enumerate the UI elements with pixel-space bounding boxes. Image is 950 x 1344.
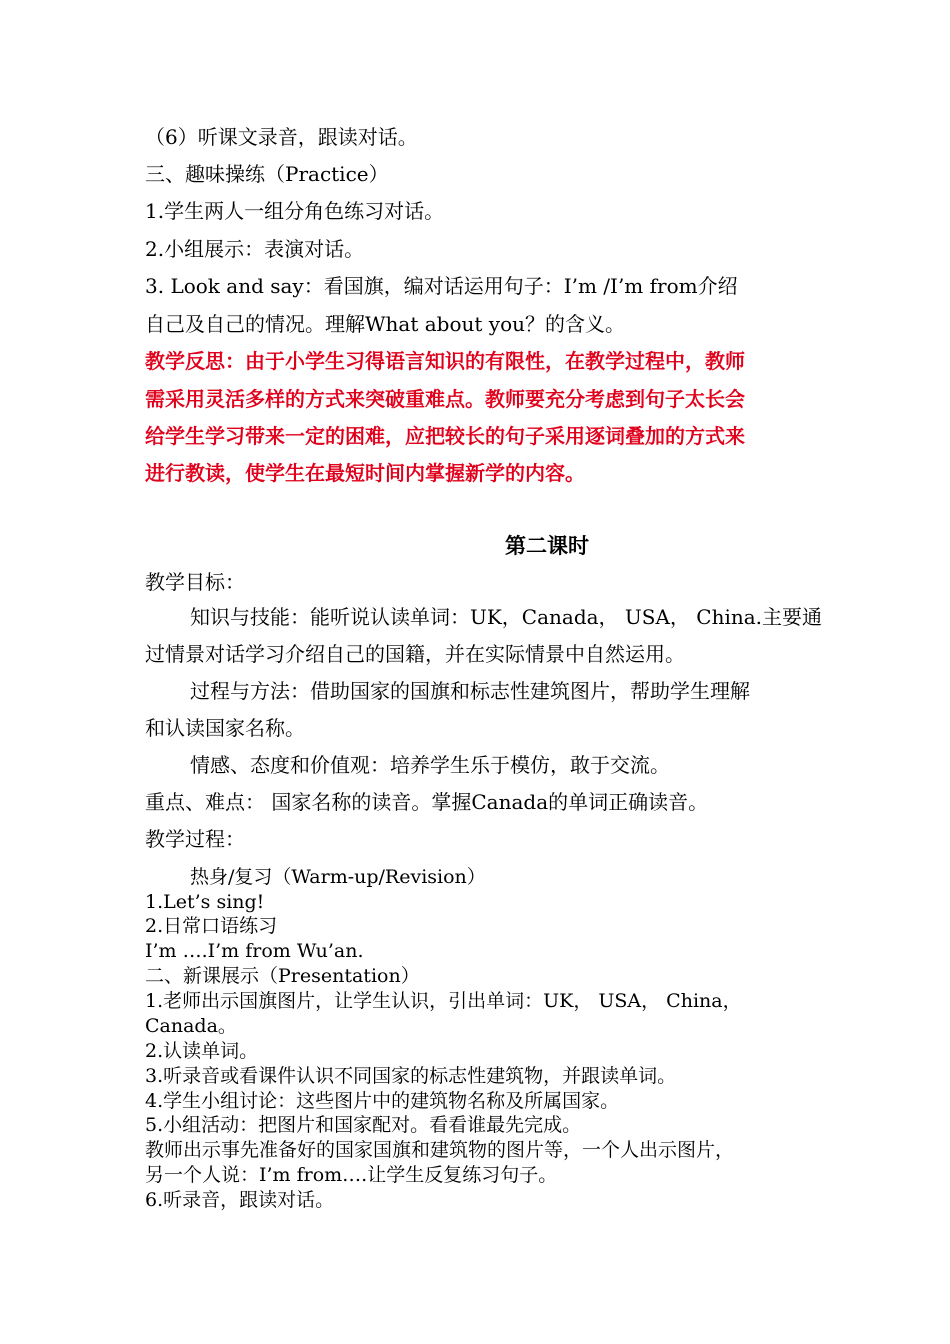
presentation-step-4: 4.学生小组讨论：这些图片中的建筑物名称及所属国家。	[145, 1090, 620, 1112]
para-look-and-say: 3. Look and say：看国旗，编对话运用句子：I’m /I’m from介绍	[145, 274, 738, 298]
presentation-step-3: 3.听录音或看课件认识不同国家的标志性建筑物，并跟读单词。	[145, 1065, 677, 1087]
reflection-line-1: 教学反思：由于小学生习得语言知识的有限性，在教学过程中，教师	[145, 349, 745, 373]
para-look-and-say-cont: 自己及自己的情况。理解What about you？的含义。	[145, 312, 626, 336]
warmup-heading: 热身/复习（Warm-up/Revision）	[190, 866, 486, 888]
warmup-sing: 1.Let’s sing!	[145, 891, 265, 913]
presentation-step-6: 6.听录音，跟读对话。	[145, 1189, 335, 1211]
para-group-show: 2.小组展示：表演对话。	[145, 237, 365, 261]
presentation-step-2: 2.认读单词。	[145, 1040, 259, 1062]
reflection-line-3: 给学生学习带来一定的困难，应把较长的句子采用逐词叠加的方式来	[145, 424, 745, 448]
presentation-step-1: 1.老师出示国旗图片，让学生认识，引出单词：UK， USA， China，	[145, 990, 742, 1012]
lesson-title: 第二课时	[505, 534, 589, 558]
reflection-line-2: 需采用灵活多样的方式来突破重难点。教师要充分考虑到句子太长会	[145, 387, 745, 411]
warmup-oral: 2.日常口语练习	[145, 915, 278, 937]
objective-process: 过程与方法：借助国家的国旗和标志性建筑图片，帮助学生理解	[190, 679, 750, 703]
warmup-sentence: I’m ….I’m from Wu’an.	[145, 940, 364, 962]
presentation-heading: 二、新课展示（Presentation）	[145, 965, 420, 987]
heading-process: 教学过程：	[145, 827, 245, 851]
para-listen-recording: （6）听课文录音，跟读对话。	[145, 125, 418, 149]
objective-knowledge-cont: 过情景对话学习介绍自己的国籍，并在实际情景中自然运用。	[145, 642, 685, 666]
para-pair-roleplay: 1.学生两人一组分角色练习对话。	[145, 199, 445, 223]
reflection-line-4: 进行教读，使学生在最短时间内掌握新学的内容。	[145, 461, 585, 485]
objective-knowledge: 知识与技能：能听说认读单词：UK，Canada， USA， China.主要通	[190, 605, 823, 629]
objective-process-cont: 和认读国家名称。	[145, 716, 305, 740]
heading-practice: 三、趣味操练（Practice）	[145, 162, 389, 186]
presentation-teacher-note-cont: 另一个人说：I’m from….让学生反复练习句子。	[145, 1164, 558, 1186]
presentation-teacher-note: 教师出示事先准备好的国家国旗和建筑物的图片等，一个人出示图片，	[145, 1139, 735, 1161]
key-points: 重点、难点： 国家名称的读音。掌握Canada的单词正确读音。	[145, 790, 709, 814]
heading-objectives: 教学目标：	[145, 570, 245, 594]
presentation-step-5: 5.小组活动：把图片和国家配对。看看谁最先完成。	[145, 1114, 582, 1136]
presentation-step-1-cont: Canada。	[145, 1015, 237, 1037]
objective-attitude: 情感、态度和价值观：培养学生乐于模仿，敢于交流。	[190, 753, 670, 777]
